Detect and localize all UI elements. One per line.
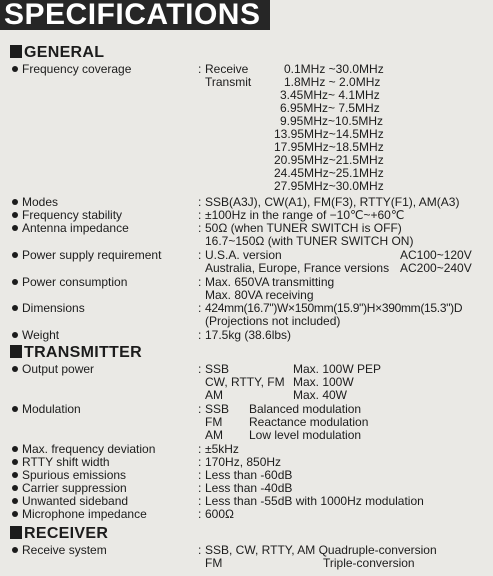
bullet-icon [12,332,18,338]
spec-value: AC200~240V [400,261,472,275]
transmit-label: Transmit [205,75,252,89]
spec-label [12,329,59,342]
spec-label [12,222,129,235]
colon: : [198,481,202,495]
spec-value: Less than -60dB [205,468,293,482]
bullet-icon [12,446,18,452]
label-text: Frequency coverage [22,62,132,76]
label-text: Modes [22,195,59,209]
spec-value: Australia, Europe, France versions [205,261,390,275]
bullet-icon [12,485,18,491]
bullet-icon [12,406,18,412]
label-text: Microphone impedance [22,507,147,521]
label-text: Antenna impedance [22,221,129,235]
spec-value: 16.7~150Ω (with TUNER SWITCH ON) [205,234,414,248]
spec-label [12,63,131,76]
spec-label [12,403,81,416]
section-heading-general [10,44,104,62]
label-text: Power supply requirement [22,248,162,262]
label-text: Unwanted sideband [22,494,129,508]
spec-value: 170Hz, 850Hz [205,455,282,469]
transmit-range: 3.45MHz~ 4.1MHz [280,88,380,102]
label-text: Carrier suppression [22,481,127,495]
label-text: Modulation [22,402,81,416]
heading-marker [10,345,22,358]
spec-value: Triple-conversion [323,556,415,570]
transmit-range: 13.95MHz~14.5MHz [274,127,384,141]
receive-range: 0.1MHz ~30.0MHz [284,62,384,76]
mode: FM [205,415,223,429]
colon: : [198,275,202,289]
spec-value: Max. 650VA transmitting [205,275,335,289]
spec-value: SSB(A3J), CW(A1), FM(F3), RTTY(F1), AM(A3) [205,195,460,209]
label-text: Output power [22,362,95,376]
spec-value: (Projections not included) [205,314,341,328]
colon: : [198,442,202,456]
mode: FM [205,556,223,570]
spec-label [12,276,127,289]
spec-value: ±100Hz in the range of −10℃~+60℃ [205,208,405,222]
spec-value: Less than -40dB [205,481,293,495]
transmit-range: 9.95MHz~10.5MHz [280,114,384,128]
bullet-icon [12,366,18,372]
colon: : [198,248,202,262]
spec-value: 50Ω (when TUNER SWITCH is OFF) [205,221,402,235]
receive-label: Receive [205,62,249,76]
spec-value: Low level modulation [249,428,362,442]
section-heading-receiver [10,525,108,543]
spec-value: SSB, CW, RTTY, AM Quadruple-conversion [205,543,437,557]
spec-label [12,363,94,376]
section-title: TRANSMITTER [24,344,142,361]
label-text: Frequency stability [22,208,123,222]
transmit-range: 1.8MHz ~ 2.0MHz [284,75,381,89]
label-text: RTTY shift width [22,455,110,469]
label-text: Receive system [22,543,107,557]
page-title: SPECIFICATIONS [0,0,270,30]
section-heading-transmitter [10,344,142,362]
bullet-icon [12,511,18,517]
bullet-icon [12,66,18,72]
spec-label [12,249,161,262]
colon: : [198,468,202,482]
bullet-icon [12,547,18,553]
colon: : [198,221,202,235]
colon: : [198,62,202,76]
colon: : [198,543,202,557]
colon: : [198,362,202,376]
mode: SSB [205,362,230,376]
label-text: Power consumption [22,275,128,289]
spec-value: Reactance modulation [249,415,369,429]
colon: : [198,494,202,508]
heading-marker [10,526,22,539]
spec-label [12,508,147,521]
spec-value: AC100~120V [400,248,472,262]
transmit-range: 27.95MHz~30.0MHz [274,179,384,193]
label-text: Spurious emissions [22,468,127,482]
section-title: RECEIVER [24,525,109,542]
colon: : [198,195,202,209]
mode: SSB [205,402,230,416]
spec-value: Max. 100W PEP [293,362,382,376]
spec-value: 424mm(16.7")W×150mm(15.9")H×390mm(15.3")D [205,301,463,315]
bullet-icon [12,212,18,218]
transmit-range: 24.45MHz~25.1MHz [274,166,384,180]
heading-marker [10,45,22,58]
spec-value: Max. 40W [293,388,348,402]
spec-label [12,544,107,557]
spec-value: U.S.A. version [205,248,282,262]
spec-value: Max. 100W [293,375,354,389]
bullet-icon [12,279,18,285]
label-text: Max. frequency deviation [22,442,156,456]
transmit-range: 20.95MHz~21.5MHz [274,153,384,167]
section-title: GENERAL [24,44,105,61]
bullet-icon [12,225,18,231]
spec-label [12,302,85,315]
label-text: Weight [22,328,60,342]
colon: : [198,301,202,315]
bullet-icon [12,459,18,465]
spec-value: ±5kHz [205,442,239,456]
colon: : [198,328,202,342]
transmit-range: 17.95MHz~18.5MHz [274,140,384,154]
colon: : [198,507,202,521]
spec-value: Less than -55dB with 1000Hz modulation [205,494,424,508]
transmit-range: 6.95MHz~ 7.5MHz [280,101,380,115]
spec-value: Max. 80VA receiving [205,288,314,302]
bullet-icon [12,498,18,504]
colon: : [198,455,202,469]
bullet-icon [12,472,18,478]
bullet-icon [12,252,18,258]
label-text: Dimensions [22,301,85,315]
colon: : [198,402,202,416]
mode: CW, RTTY, FM [205,375,285,389]
spec-value: 600Ω [205,507,234,521]
spec-value: Balanced modulation [249,402,362,416]
colon: : [198,208,202,222]
mode: AM [205,428,223,442]
bullet-icon [12,199,18,205]
bullet-icon [12,305,18,311]
mode: AM [205,388,223,402]
spec-value: 17.5kg (38.6lbs) [205,328,292,342]
